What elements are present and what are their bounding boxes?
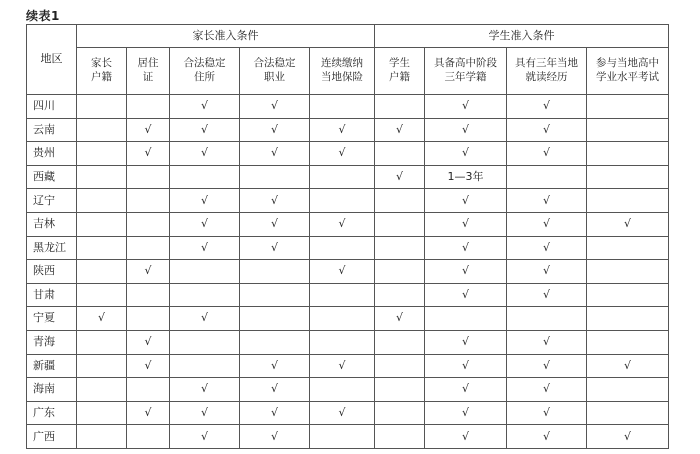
condition-cell [375,212,425,236]
condition-cell: √ [170,142,240,166]
header-line: 就读经历 [525,71,568,83]
condition-cell: √ [127,118,170,142]
condition-cell: √ [127,330,170,354]
condition-cell [587,95,669,119]
header-line: 学业水平考试 [596,71,660,83]
region-cell: 广西 [27,425,77,449]
table-row [27,401,669,425]
table-row [27,425,669,449]
parent-col-header [240,48,310,95]
condition-cell [240,330,310,354]
header-line: 学生 [389,57,411,70]
region-cell: 黑龙江 [27,236,77,260]
parent-col-header [77,48,127,95]
condition-cell: √ [170,212,240,236]
condition-cell: √ [425,354,507,378]
condition-cell [77,425,127,449]
condition-cell: √ [587,212,669,236]
student-col-header [507,48,587,95]
condition-cell: √ [127,260,170,284]
condition-cell [127,189,170,213]
condition-cell: √ [240,236,310,260]
condition-cell: √ [170,95,240,119]
condition-cell [127,425,170,449]
condition-cell: √ [310,118,375,142]
condition-cell [310,330,375,354]
condition-cell [170,354,240,378]
condition-cell: √ [170,401,240,425]
condition-cell [240,165,310,189]
condition-cell [587,165,669,189]
parent-col-header [127,48,170,95]
condition-cell [127,212,170,236]
condition-cell [587,260,669,284]
header-line: 参与当地高中 [596,57,660,70]
condition-cell [310,283,375,307]
header-line: 合法稳定 [183,57,226,70]
condition-cell [375,260,425,284]
condition-cell [587,307,669,331]
condition-cell: √ [587,354,669,378]
condition-cell [127,283,170,307]
condition-cell [310,307,375,331]
condition-cell: √ [170,307,240,331]
table-row [27,236,669,260]
table-row [27,330,669,354]
condition-cell [127,165,170,189]
condition-cell: √ [507,212,587,236]
condition-cell [77,283,127,307]
region-header: 地区 [27,25,77,95]
condition-cell: √ [507,401,587,425]
header-line: 家长 [91,57,112,70]
student-col-header [425,48,507,95]
header-line: 具备高中阶段 [434,57,498,70]
condition-cell [587,118,669,142]
region-cell: 贵州 [27,142,77,166]
condition-cell: √ [425,401,507,425]
condition-cell: √ [425,212,507,236]
table-row [27,212,669,236]
condition-cell [587,330,669,354]
condition-cell: √ [127,142,170,166]
condition-cell: √ [310,354,375,378]
header-line: 户籍 [91,71,112,83]
student-col-header [375,48,425,95]
condition-cell: √ [240,142,310,166]
table-caption: 续表1 [26,9,60,23]
table-row [27,378,669,402]
condition-cell: √ [170,118,240,142]
condition-cell [587,283,669,307]
condition-cell [240,260,310,284]
region-cell: 陕西 [27,260,77,284]
condition-cell [310,236,375,260]
condition-cell: √ [240,425,310,449]
condition-cell: √ [507,378,587,402]
region-cell: 青海 [27,330,77,354]
condition-cell: √ [507,425,587,449]
student-conditions-header: 学生准入条件 [375,25,669,48]
condition-cell [77,401,127,425]
condition-cell [77,330,127,354]
condition-cell: √ [170,425,240,449]
region-cell: 四川 [27,95,77,119]
condition-cell [240,307,310,331]
condition-cell: √ [240,401,310,425]
table-row [27,307,669,331]
table-row [27,95,669,119]
condition-cell: √ [507,354,587,378]
condition-cell [127,307,170,331]
condition-cell [170,330,240,354]
condition-cell [425,307,507,331]
region-cell: 西藏 [27,165,77,189]
condition-cell: √ [425,378,507,402]
table-row [27,189,669,213]
condition-cell: √ [170,189,240,213]
condition-cell: √ [507,283,587,307]
condition-cell [375,189,425,213]
condition-cell: √ [240,189,310,213]
condition-cell: √ [507,189,587,213]
region-cell: 海南 [27,378,77,402]
condition-cell: √ [240,354,310,378]
region-cell: 辽宁 [27,189,77,213]
parent-conditions-header: 家长准入条件 [77,25,375,48]
table-row [27,118,669,142]
condition-cell: √ [425,189,507,213]
region-cell: 新疆 [27,354,77,378]
header-line: 居住 [137,57,159,70]
condition-cell: √ [425,283,507,307]
header-line: 当地保险 [321,71,364,83]
header-line: 证 [142,71,154,83]
condition-cell [77,165,127,189]
condition-cell [77,354,127,378]
condition-cell: √ [425,118,507,142]
header-line: 住所 [194,71,215,83]
condition-cell [507,307,587,331]
header-line: 连续缴纳 [321,57,364,70]
condition-cell [375,142,425,166]
condition-cell: √ [240,95,310,119]
condition-cell [587,189,669,213]
condition-cell: √ [310,212,375,236]
condition-cell [77,236,127,260]
condition-cell [375,425,425,449]
condition-cell: √ [425,236,507,260]
condition-cell: √ [170,378,240,402]
region-cell: 宁夏 [27,307,77,331]
condition-cell: √ [507,142,587,166]
condition-cell [310,95,375,119]
condition-cell [375,330,425,354]
condition-cell [77,189,127,213]
condition-cell [587,401,669,425]
condition-cell [77,378,127,402]
condition-cell: √ [425,425,507,449]
table-row [27,165,669,189]
region-cell: 广东 [27,401,77,425]
condition-cell: √ [310,260,375,284]
table-row [27,260,669,284]
region-cell: 云南 [27,118,77,142]
condition-cell: √ [375,307,425,331]
condition-cell: √ [240,118,310,142]
condition-cell [170,283,240,307]
condition-cell [375,95,425,119]
condition-cell: √ [127,354,170,378]
condition-cell [375,354,425,378]
table-row [27,354,669,378]
condition-cell: √ [170,236,240,260]
condition-cell [127,378,170,402]
header-line: 职业 [264,71,285,83]
condition-cell [375,401,425,425]
table-row [27,142,669,166]
condition-cell: √ [507,236,587,260]
region-cell: 吉林 [27,212,77,236]
condition-cell: √ [507,260,587,284]
parent-col-header [310,48,375,95]
condition-cell: √ [310,142,375,166]
condition-cell [375,236,425,260]
condition-cell: √ [507,330,587,354]
condition-cell [170,260,240,284]
condition-cell [77,95,127,119]
header-line: 具有三年当地 [515,57,579,70]
condition-cell [507,165,587,189]
admission-conditions-table [26,24,669,449]
header-line: 合法稳定 [253,57,296,70]
parent-col-header [170,48,240,95]
condition-cell: √ [425,260,507,284]
condition-cell: √ [375,165,425,189]
condition-cell: √ [375,118,425,142]
condition-cell [240,283,310,307]
student-col-header [587,48,669,95]
condition-cell [127,95,170,119]
table-row [27,283,669,307]
condition-cell [310,425,375,449]
condition-cell [310,165,375,189]
condition-cell [587,236,669,260]
condition-cell [310,378,375,402]
condition-cell [77,212,127,236]
condition-cell: √ [507,95,587,119]
condition-cell [375,283,425,307]
condition-cell: √ [507,118,587,142]
header-line: 三年学籍 [444,71,487,83]
header-line: 户籍 [389,71,411,83]
condition-cell [587,378,669,402]
condition-cell [77,260,127,284]
region-cell: 甘肃 [27,283,77,307]
condition-cell: √ [425,330,507,354]
condition-cell [170,165,240,189]
condition-cell: √ [240,378,310,402]
condition-cell: √ [77,307,127,331]
condition-cell: 1—3年 [425,165,507,189]
condition-cell [77,142,127,166]
condition-cell [310,189,375,213]
condition-cell: √ [425,95,507,119]
condition-cell [375,378,425,402]
condition-cell: √ [587,425,669,449]
condition-cell: √ [127,401,170,425]
condition-cell [77,118,127,142]
condition-cell [587,142,669,166]
condition-cell: √ [240,212,310,236]
condition-cell: √ [310,401,375,425]
condition-cell: √ [425,142,507,166]
condition-cell [127,236,170,260]
